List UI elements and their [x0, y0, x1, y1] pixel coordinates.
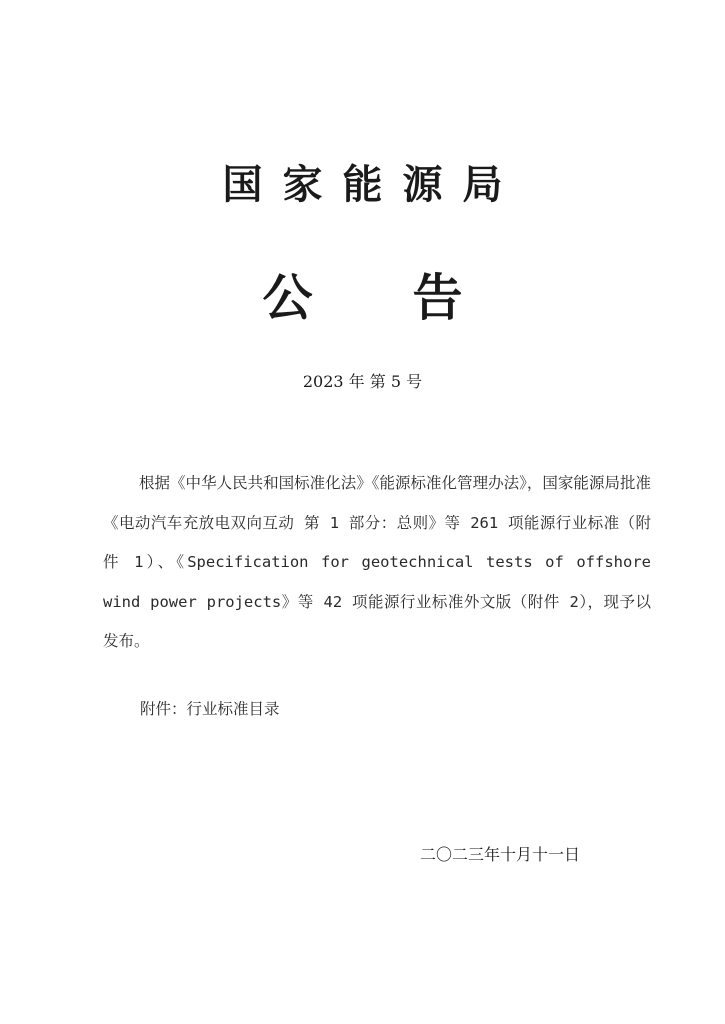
announcement-body [103, 464, 651, 662]
issue-date: 二〇二三年十月十一日 [420, 845, 581, 864]
issuing-agency-title: 国家能源局 [222, 161, 523, 208]
announcement-paragraph: 根据《中华人民共和国标准化法》《能源标准化管理办法》，国家能源局批准《电动汽车充放电双向互动 第 1 部分：总则》等 261 项能源行业标准（附件 1）、《Specification for geotechnical tests of offshore wind power projects》等 42 项能源行业标准外文版（附件 2），现予以发布。 [103, 474, 651, 650]
attachment-note: 附件：行业标准目录 [140, 700, 280, 718]
document-number: 2023 年 第 5 号 [302, 372, 423, 391]
document-type-title: 公告 [262, 268, 563, 327]
